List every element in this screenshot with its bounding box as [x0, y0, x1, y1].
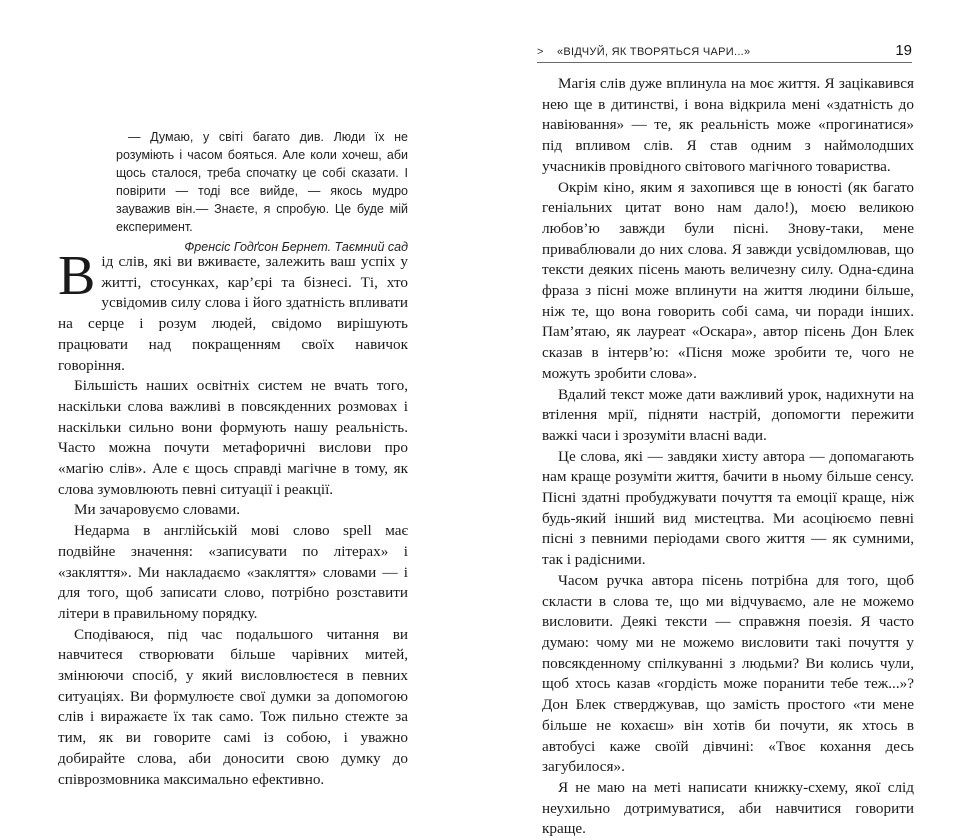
- paragraph: Окрім кіно, яким я захопився ще в юності (як багато геніальних цитат воно нам дало!), моєю великою любов’ю завжди були пісні. Знову-таки, мене приваблювали до них слова. Я завжди усвідомлював, що тексти деяких пісень мають величезну силу. Одна-єдина фраза з пісні може вплинути на життя людини більше, ніж те, що вона говорить собі сама, чи поради інших. Пам’ятаю, як лауреат «Оскара», автор пісень Дон Блек сказав в інтерв’ю: «Пісня може зробити те, чого не можуть зробити слова».: [542, 178, 914, 382]
- paragraph: Я не маю на меті написати книжку-схему, якої слід неухильно дотримуватися, аби навчитися говорити краще.: [542, 778, 914, 838]
- paragraph: Сподіваюся, під час подальшого читання ви навчитеся створювати більше чарівних митей, змінюючи спосіб, у який висловлюєтеся в певних ситуаціях. Ви формулюєте свої думки за допомогою слів і виражаєте їх так само. Тож пильно стежте за тим, як ви говорите самі із собою, і уважно добирайте слова, аби доносити свою думку до співрозмовника максимально ефективно.: [58, 625, 408, 788]
- page-number: 19: [895, 42, 912, 59]
- chapter-title: «ВІДЧУЙ, ЯК ТВОРЯТЬСЯ ЧАРИ...»: [557, 46, 751, 58]
- running-header: [537, 44, 912, 63]
- paragraph-text: ід слів, які ви вживаєте, залежить ваш успіх у житті, стосунках, кар’єрі та бізнесі. Ті, хто усвідомив силу слова і його здатність впливати на серце і розум людей, свідомо вирішують працювати над покращенням своїх навичок говоріння.: [58, 253, 408, 374]
- drop-cap: В: [58, 245, 96, 307]
- right-page-body: [542, 74, 914, 840]
- epigraph-quote: — Думаю, у світі багато див. Люди їх не розуміють і часом бояться. Але коли хочеш, аби щось сталося, треба спочатку це собі сказати. І повірити — тоді все вийде, — якось мудро зауважив він.— Знаєте, я спробую. Це буде мій експеримент.: [116, 130, 408, 234]
- paragraph: Це слова, які — завдяки хисту автора — допомагають нам краще розуміти життя, бачити в ньому більше сенсу. Пісні здатні пробуджувати почуття та емоції краще, ніж будь-який інший вид мистецтва. Ми асоціюємо певні пісні з певними періодами свого життя — як сумними, так і радісними.: [542, 447, 914, 569]
- paragraph: Недарма в англійській мові слово spell має подвійне значення: «записувати по літерах» і «закляття». Ми накладаємо «закляття» словами — і для того, щоб записати слово, потрібно розставити літери в правильному порядку.: [58, 522, 408, 622]
- chevron-right-icon: >: [537, 46, 544, 58]
- paragraph: Ми зачаровуємо словами.: [74, 501, 241, 519]
- paragraph: Вдалий текст може дати важливий урок, надихнути на втілення мрії, підняти настрій, допомогти пережити важкі часи і зрозуміти власні вади.: [542, 385, 914, 444]
- epigraph-source: Френсіс Годґсон Бернет. Таємний сад: [184, 240, 408, 254]
- left-page: [0, 0, 485, 788]
- paragraph: Магія слів дуже вплинула на моє життя. Я зацікавився нею ще в дитинстві, і вона відкрила мені «здатність до навіювання» — те, як реальність може «прогинатися» під впливом слів. Я став одним з наймолодших учасників провідного світового магічного товариства.: [542, 75, 914, 175]
- paragraph: Часом ручка автора пісень потрібна для того, щоб скласти в слова те, що ми відчуваємо, але не можемо висловити. Деякі тексти — справжня поезія. Я часто думаю: чому ми не можемо висловити такі почуття у повсякденному спілкуванні з людьми? Ви колись чули, щоб хтось казав «гордість може поранити тебе теж...»? Дон Блек стверджував, що замість простого «ти мене більше не кохаєш» він хотів би почути, як хтось в автобусі каже своїй дівчині: «Твоє кохання десь загубилося».: [542, 571, 914, 776]
- epigraph: [116, 128, 408, 256]
- paragraph: Більшість наших освітніх систем не вчать того, наскільки слова важливі в повсякденних розмовах і наскільки сильно вони формують нашу реальність. Часто можна почути метафоричні вислови про «магію слів». Але є щось справді магічне в тому, як слова зумовлюють певні ситуації і реакції.: [58, 377, 408, 498]
